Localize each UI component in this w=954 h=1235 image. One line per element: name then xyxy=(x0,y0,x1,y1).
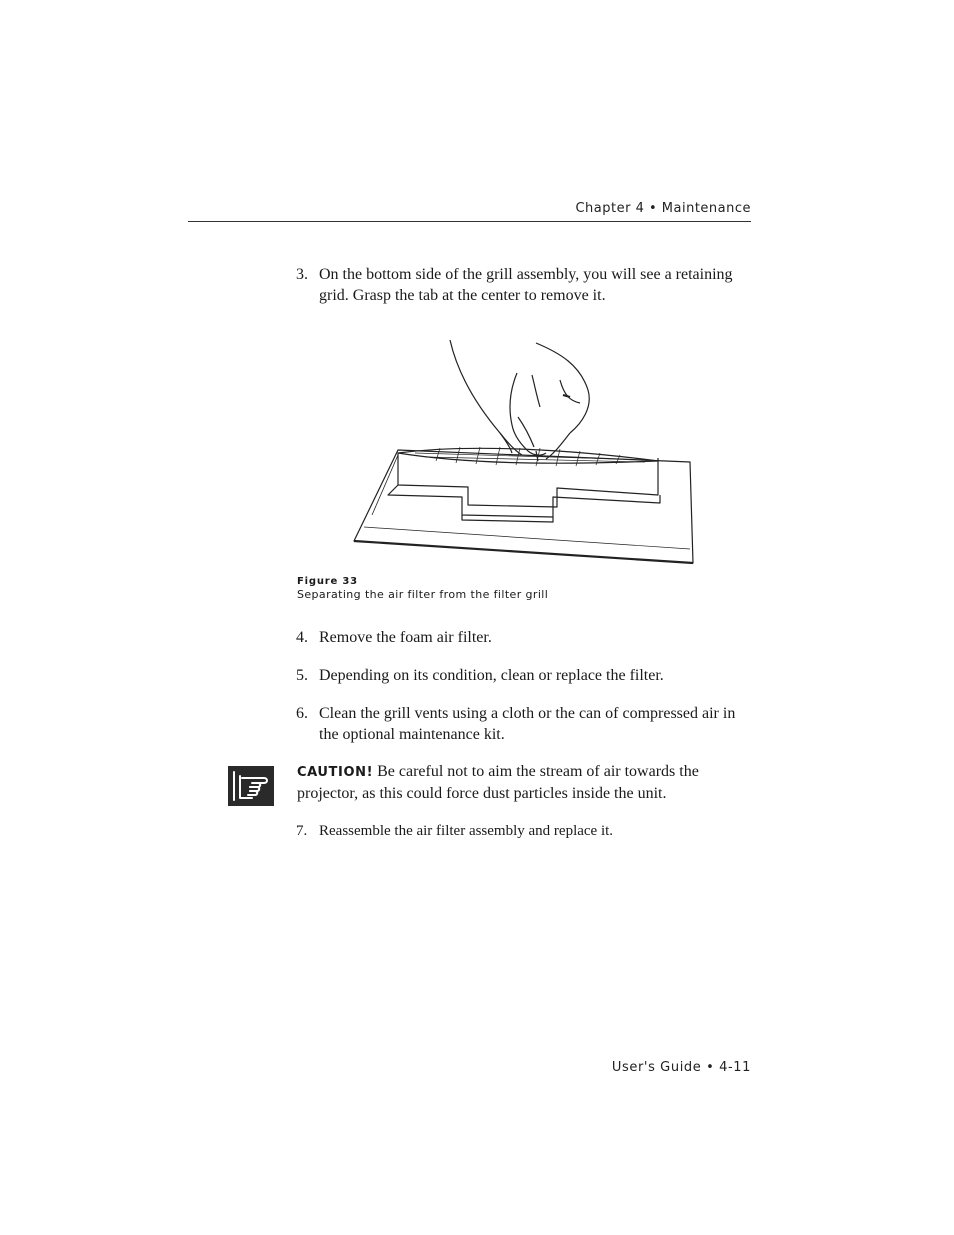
step-7 xyxy=(296,821,756,842)
step-text: Reassemble the air filter assembly and replace it. xyxy=(319,823,614,839)
caution-text: Be careful not to aim the stream of air towards the projector, as this could force dust particles inside the unit. xyxy=(297,763,699,802)
figure-label: Figure 33 xyxy=(297,576,358,587)
figure-caption xyxy=(297,575,697,601)
step-number: 6. xyxy=(296,705,308,722)
step-number: 7. xyxy=(296,823,308,839)
step-4 xyxy=(296,627,756,648)
figure-description: Separating the air filter from the filter grill xyxy=(297,588,549,601)
caution-note xyxy=(297,761,757,804)
filter-removal-illustration xyxy=(350,335,700,567)
step-3 xyxy=(296,264,756,306)
step-number: 5. xyxy=(296,667,308,684)
step-text: Depending on its condition, clean or replace the filter. xyxy=(319,667,664,684)
pointing-hand-icon xyxy=(228,766,274,806)
step-number: 4. xyxy=(296,629,308,646)
step-text: On the bottom side of the grill assembly, you will see a retaining grid. Grasp the tab at the center to remove it. xyxy=(319,266,733,304)
page-header xyxy=(188,201,751,223)
step-text: Remove the foam air filter. xyxy=(319,629,492,646)
chapter-title: Chapter 4 • Maintenance xyxy=(575,201,751,216)
page-footer: User's Guide • 4-11 xyxy=(611,1060,751,1075)
step-number: 3. xyxy=(296,266,308,283)
step-5 xyxy=(296,665,756,686)
caution-label: CAUTION! xyxy=(297,765,374,780)
step-text: Clean the grill vents using a cloth or the can of compressed air in the optional maintenance kit. xyxy=(319,705,736,743)
header-rule xyxy=(188,221,751,222)
step-6 xyxy=(296,703,756,745)
